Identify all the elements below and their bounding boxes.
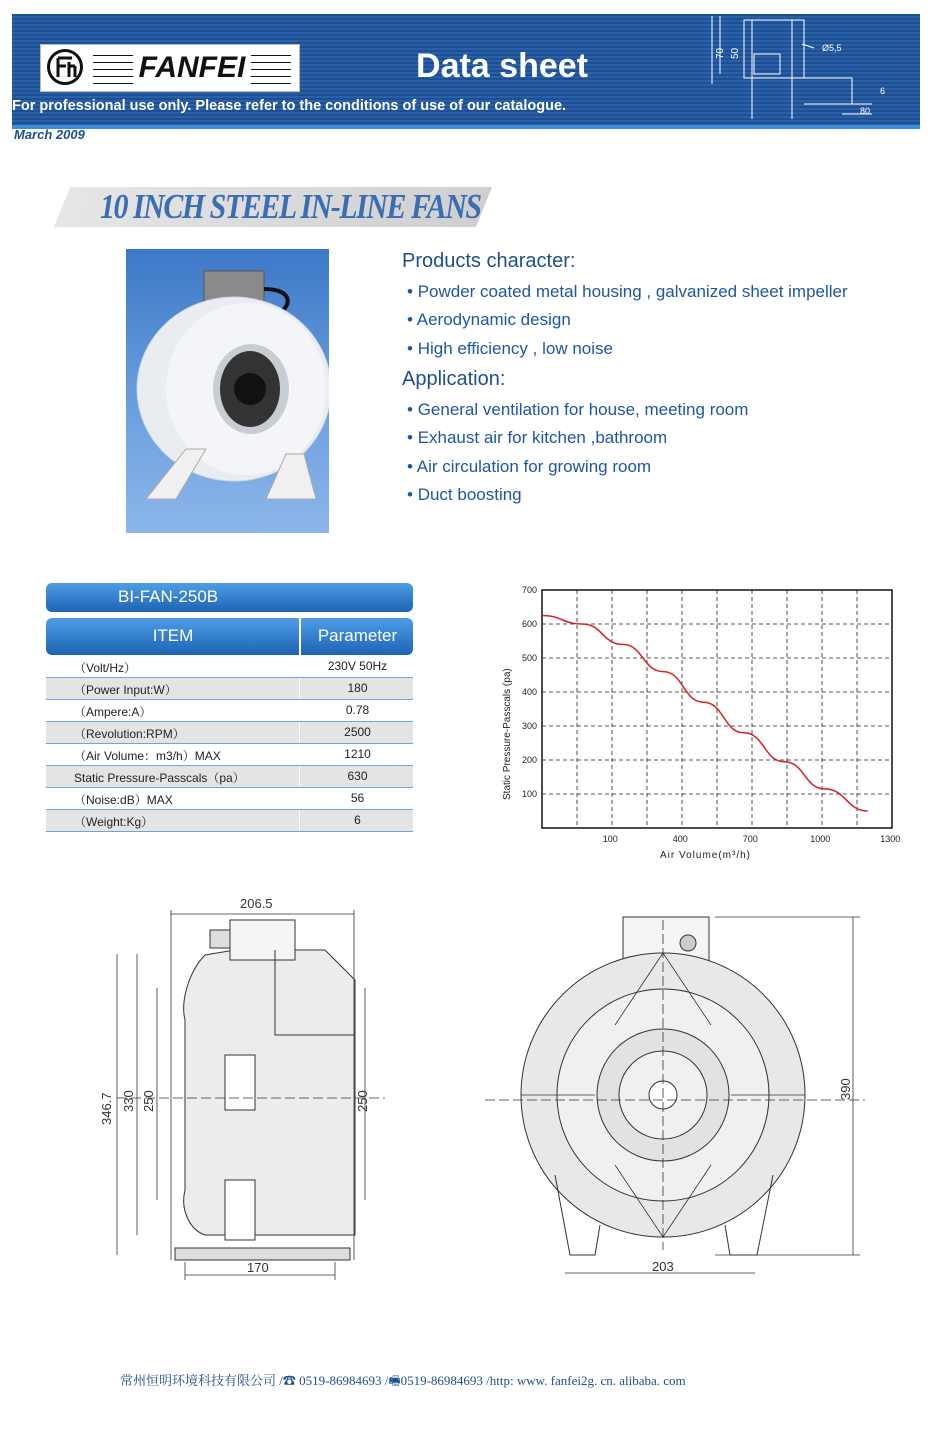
y-axis-label: Static Pressure-Passcals (pa) [502,668,513,800]
application-item [407,428,667,448]
x-tick-label: 1300 [880,834,901,844]
table-row [46,678,413,700]
application-item [407,457,651,477]
character-item-text: Aerodynamic design [416,310,571,329]
character-heading: Products character: [402,250,576,272]
character-item [407,339,613,359]
row-value: 2500 [344,725,371,739]
table-row [46,744,413,766]
bullet-icon: • [407,457,413,476]
row-item: （Air Volume：m3/h）MAX [74,749,221,763]
table-row [46,788,413,810]
x-tick-label: 400 [672,834,688,844]
dim-50: 50 [730,47,741,59]
table-row [46,722,413,744]
row-value: 56 [350,791,365,805]
dim-80: 80 [860,106,871,116]
product-photo [126,249,329,533]
table-row [46,766,413,788]
dim-diameter: Ø5,5 [822,43,842,53]
application-item [407,485,522,505]
disclaimer: For professional use only. Please refer to the conditions of use of our catalogue. [12,98,567,114]
x-axis-label: Air Volume(m³/h) [660,850,752,861]
bullet-icon: • [407,485,413,504]
issue-date: March 2009 [14,127,85,142]
bullet-icon: • [407,339,413,358]
table-row [46,656,413,678]
bullet-icon: • [407,400,413,419]
character-item [407,310,571,330]
row-value: 630 [347,769,368,783]
logo-emblem-icon [47,49,83,85]
y-tick-label: 600 [521,619,537,629]
application-heading: Application: [402,368,506,390]
y-tick-label: 700 [521,585,537,595]
dim-height: 390 [838,1078,853,1100]
table-row [46,810,413,832]
performance-chart [490,580,920,870]
front-view-drawing [485,905,870,1285]
dim-base: 170 [247,1260,269,1275]
row-item: （Volt/Hz） [74,661,137,675]
model-name-bar [46,583,413,612]
dim-body-height: 330 [121,1090,136,1112]
row-value: 230V 50Hz [327,659,388,673]
dim-6: 6 [880,86,886,96]
row-item: （Power Input:W） [74,683,177,697]
application-item-text: Air circulation for growing room [416,457,652,476]
row-value: 180 [347,681,368,695]
footer-contact: 常州恒明环境科技有限公司 /☎ 0519-86984693 /🖷0519-86984693 /http: www. fanfei2g. cn. alibaba. com [120,1373,686,1388]
character-item [407,282,848,302]
row-value: 1210 [344,747,371,761]
logo-text: FANFEI [133,51,252,84]
y-tick-label: 400 [521,687,537,697]
logo [40,44,300,92]
column-header-parameter: Parameter [317,626,398,645]
mounting-dimension-drawing [692,14,902,125]
header-band [12,14,920,129]
model-name: BI-FAN-250B [118,587,219,606]
application-item-text: General ventilation for house, meeting room [417,400,749,419]
row-value: 6 [354,813,361,827]
performance-curve [542,616,868,812]
character-item-text: High efficiency , low noise [417,339,613,358]
x-tick-label: 100 [602,834,618,844]
table-row [46,700,413,722]
side-view-drawing [95,890,395,1285]
bullet-icon: • [407,282,413,301]
product-title: 10 INCH STEEL IN-LINE FANS [100,188,481,226]
row-item: （Weight:Kg） [74,815,154,829]
dim-duct-left: 250 [141,1090,156,1112]
y-tick-label: 500 [521,653,537,663]
cable-gland-icon [680,935,696,951]
y-tick-label: 200 [521,755,537,765]
application-item [407,400,748,420]
bullet-icon: • [407,428,413,447]
row-item: （Revolution:RPM） [74,727,185,741]
y-tick-label: 300 [521,721,537,731]
bullet-icon: • [407,310,413,329]
row-item: （Ampere:A） [74,705,152,719]
application-item-text: Duct boosting [417,485,522,504]
x-tick-label: 700 [742,834,758,844]
character-item-text: Powder coated metal housing , galvanized sheet impeller [417,282,848,301]
column-header-item: ITEM [152,626,194,645]
y-tick-label: 100 [521,789,537,799]
page-title: Data sheet [416,47,588,85]
dim-foot-span: 203 [652,1259,674,1274]
dim-70: 70 [715,47,726,59]
dim-overall-height: 346.7 [99,1092,114,1125]
application-item-text: Exhaust air for kitchen ,bathroom [417,428,668,447]
dim-width: 206.5 [240,896,273,911]
x-tick-label: 1000 [810,834,831,844]
dim-duct-right: 250 [355,1090,370,1112]
row-item: （Noise:dB）MAX [74,793,173,807]
row-item: Static Pressure-Passcals（pa） [74,771,245,785]
table-header [46,618,413,655]
row-value: 0.78 [345,703,370,717]
